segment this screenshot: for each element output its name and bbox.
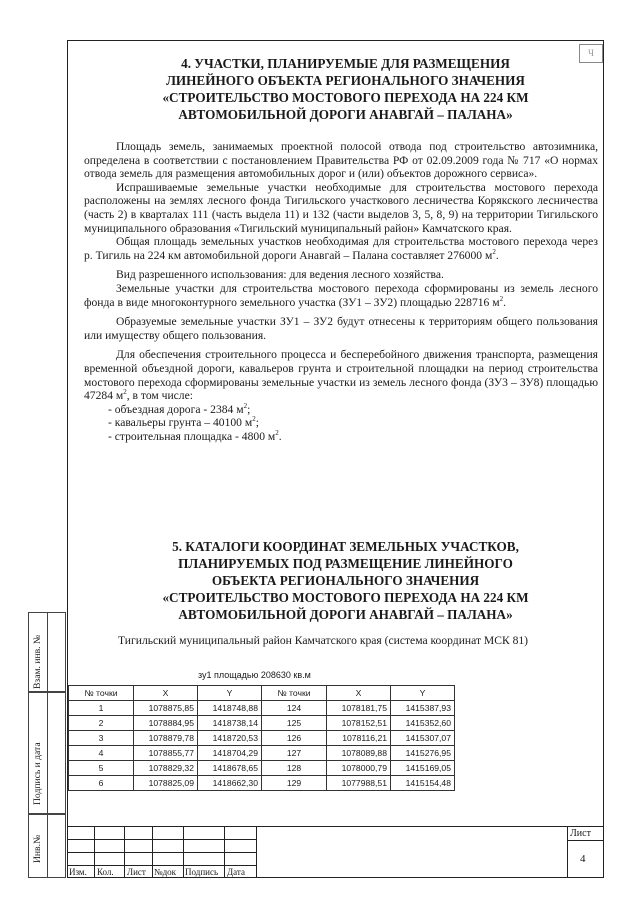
side-stamp-inv: Инв.№ — [28, 814, 66, 878]
col-header: № точки — [69, 686, 134, 701]
side-stamp-vzam: Взам. инв. № — [28, 612, 66, 692]
side-stamp-podpis: Подпись и дата — [28, 692, 66, 814]
table-header-row — [69, 686, 455, 701]
paragraph: Общая площадь земельных участков необходимая для строительства мостового перехода через р. Тигиль на 224 км автомобильной дороги Анавгай – Палана составляет 276000 $м^2$. — [84, 235, 598, 262]
col-ndok: №док — [154, 867, 177, 877]
paragraph: Испрашиваемые земельные участки необходимые для строительства мостового перехода расположены на землях лесного фонда Тигильского участкового лесничества Корякского лесничества (часть 2) в кварталах 111 (часть выдела 11) и 132 (части выделов 3, 5, 8, 9) на территории Тигильского муниципального образования «Тигильский муниципальный район» Камчатского края. — [84, 180, 598, 235]
section-4-body — [84, 140, 598, 443]
table-row: 2 1078884,95 1418738,14 125 1078152,51 1415352,60 — [69, 716, 455, 731]
corner-mark: Ч — [579, 44, 603, 63]
col-header: Y — [198, 686, 262, 701]
paragraph: Площадь земель, занимаемых проектной полосой отвода под строительство автозимника, определена в соответствии с постановлением Правительства РФ от 02.09.2009 года № 717 «О нормах отвода земель для размещения автомобильных дорог и (или) объектов дорожного сервиса». — [84, 140, 598, 181]
sheet-label: Лист — [570, 828, 591, 839]
col-kol: Кол. — [97, 867, 114, 877]
col-izm: Изм. — [69, 867, 87, 877]
table-row: 6 1078825,09 1418662,30 129 1077988,51 1415154,48 — [69, 776, 455, 791]
col-podpis: Подпись — [185, 867, 219, 877]
col-data: Дата — [227, 867, 245, 877]
coordinate-system-note: Тигильский муниципальный район Камчатского края (система координат МСК 81) — [118, 634, 529, 647]
col-header: № точки — [262, 686, 327, 701]
table-caption: зу1 площадью 208630 кв.м — [198, 670, 311, 680]
list-item: - объездная дорога - 2384 $м^2$; — [108, 401, 251, 416]
table-row: 5 1078829,32 1418678,65 128 1078000,79 1415169,05 — [69, 761, 455, 776]
paragraph: Образуемые земельные участки ЗУ1 – ЗУ2 будут отнесены к территориям общего пользования или имуществу общего пользования. — [84, 315, 598, 342]
paragraph: Для обеспечения строительного процесса и бесперебойного движения транспорта, размещения временной объездной дороги, кавальеров грунта и строительной площадки на период строительства мостового перехода сформированы земельные участки из земель лесного фонда (ЗУ3 – ЗУ8) площадью 47284 $м^2$, в том числе: — [84, 348, 598, 403]
table-row: 4 1078855,77 1418704,29 127 1078089,88 1415276,95 — [69, 746, 455, 761]
section-4-heading: 4. УЧАСТКИ, ПЛАНИРУЕМЫЕ ДЛЯ РАЗМЕЩЕНИЯ ЛИНЕЙНОГО ОБЪЕКТА РЕГИОНАЛЬНОГО ЗНАЧЕНИЯ «СТРОИТЕЛЬСТВО МОСТОВОГО ПЕРЕХОДА НА 224 КМ АВТОМОБИЛЬНОЙ ДОРОГИ АНАВГАЙ – ПАЛАНА» — [162, 56, 529, 122]
list-item: - кавальеры грунта – 40100 $м^2$; — [108, 415, 259, 430]
table-row: 1 1078875,85 1418748,88 124 1078181,75 1415387,93 — [69, 701, 455, 716]
col-header: X — [327, 686, 391, 701]
col-list: Лист — [127, 867, 146, 877]
section-5-heading: 5. КАТАЛОГИ КООРДИНАТ ЗЕМЕЛЬНЫХ УЧАСТКОВ, ПЛАНИРУЕМЫХ ПОД РАЗМЕЩЕНИЕ ЛИНЕЙНОГО ОБЪЕКТА РЕГИОНАЛЬНОГО ЗНАЧЕНИЯ «СТРОИТЕЛЬСТВО МОСТОВОГО ПЕРЕХОДА НА 224 КМ АВТОМОБИЛЬНОЙ ДОРОГИ АНАВГАЙ – ПАЛАНА» — [162, 539, 529, 622]
title-block — [67, 826, 604, 878]
coordinates-table — [68, 685, 455, 791]
col-header: X — [134, 686, 198, 701]
sheet-number: 4 — [580, 853, 586, 865]
list-item: - строительная площадка - 4800 $м^2$. — [108, 429, 282, 443]
table-row: 3 1078879,78 1418720,53 126 1078116,21 1415307,07 — [69, 731, 455, 746]
col-header: Y — [391, 686, 455, 701]
paragraph: Земельные участки для строительства мостового перехода сформированы из земель лесного фонда в виде многоконтурного земельного участка (ЗУ1 – ЗУ2) площадью 228716 $м^2$. — [84, 281, 598, 309]
paragraph: Вид разрешенного использования: для ведения лесного хозяйства. — [116, 268, 444, 282]
